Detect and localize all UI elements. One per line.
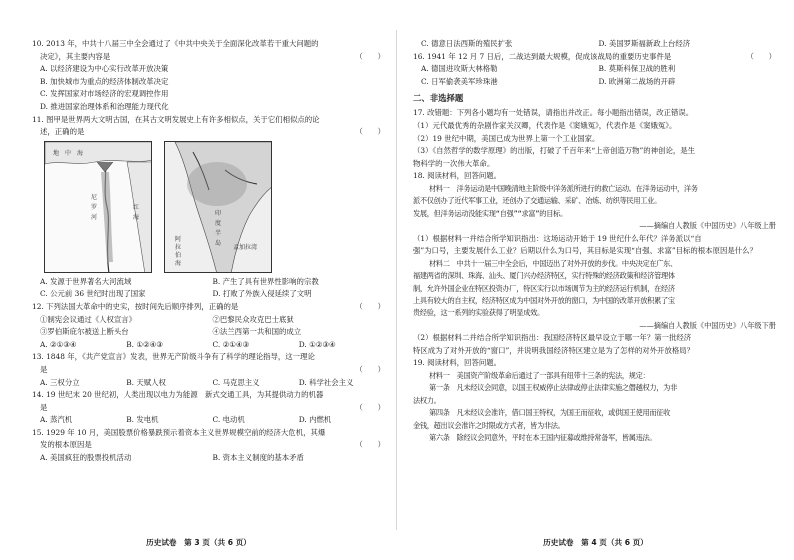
- q19-material-line4: 第四条 凡未经议会准许，借口国王特权，为国王而征收，或供国王使用而征收: [429, 408, 671, 418]
- q19-material-line3: 法权力。: [413, 395, 441, 405]
- q12-option-d: D. ①②③④: [298, 339, 336, 349]
- q19-material-line2: 第一条 凡未经议会同意，以国王权威停止法律或停止法律实施之僭越权力，为非: [429, 383, 677, 393]
- map-egypt-label-nile-3: 河: [91, 213, 98, 221]
- q18-source2: ——摘编自人教版《中国历史》八年级下册: [639, 320, 776, 330]
- question-16: [413, 51, 776, 89]
- q11-answer-paren: （ ）: [355, 127, 385, 137]
- q15-stem-line1: 15. 1929 年 10 月，美国股票价格暴跌预示着资本主义世界规模空前的经济大危机，其爆: [32, 427, 326, 437]
- q15-option-b: B. 资本主义制度的基本矛盾: [212, 453, 304, 463]
- map-egypt-label-nile-1: 尼: [91, 193, 98, 201]
- question-15: [32, 427, 385, 465]
- q13-option-c: C. 马克思主义: [212, 377, 260, 387]
- map-egypt-label-nile-2: 罗: [91, 203, 98, 211]
- q19-material-line5: 金钱，超出议会准许之时限或方式者，皆为非法。: [413, 420, 565, 430]
- q11-maps: [32, 141, 385, 273]
- map-india-label-9: 孟加拉湾: [233, 243, 258, 251]
- map-egypt-label-sea: 地 中 海: [53, 149, 84, 157]
- q12-option-a: A. ②①③④: [40, 339, 77, 349]
- q15-option-a: A. 美国疯狂的股票投机活动: [40, 453, 132, 463]
- q16-stem: 16. 1941 年 12 月 7 日后，二战达到最大规模，促成该战局的重要历史事件是: [413, 51, 672, 61]
- left-page-footer: 历史试卷 第 3 页（共 6 页）: [146, 538, 251, 547]
- q17-item-3: （3）《自然哲学的数学原理》的出版，打破了千百年来“上帝创造万物”的神创论，是生: [413, 146, 696, 156]
- q18-material1-line1: 材料一 洋务运动是中国晚清地主阶级中洋务派所进行的救亡运动。在洋务运动中，洋务: [429, 183, 698, 193]
- question-18: [413, 170, 776, 357]
- q12-option-b: B. ①②④③: [126, 339, 163, 349]
- q18-material2-line1: 材料二 中共十一届三中全会后，中国迈出了对外开放的步伐。中央决定在广东、: [429, 258, 677, 268]
- q14-option-d: D. 内燃机: [298, 415, 332, 425]
- q10-option-a: A. 以经济建设为中心实行改革开放决策: [40, 64, 169, 74]
- q10-option-d: D. 推进国家治理体系和治理能力现代化: [40, 101, 169, 111]
- q14-option-a: A. 蒸汽机: [40, 415, 73, 425]
- q10-option-b: B. 加快城市为重点的经济体制改革决定: [40, 76, 169, 86]
- map-india-label-8: 海: [175, 259, 182, 267]
- q18-stem: 18. 阅读材料，回答问题。: [413, 171, 502, 181]
- q13-stem-line2: 是: [40, 364, 48, 374]
- q16-answer-paren: （ ）: [746, 51, 776, 61]
- question-12: [32, 301, 385, 351]
- q18-ask2-line1: （2）根据材料二并结合所学知识指出：我国经济特区最早设立于哪一年？第一批经济: [413, 333, 692, 343]
- q12-item-3: ③罗伯斯庇尔被送上断头台: [40, 327, 129, 337]
- right-page-footer: 历史试卷 第 4 页（共 6 页）: [543, 538, 648, 547]
- q18-source1: ——摘编自人教版《中国历史》八年级上册: [639, 221, 776, 231]
- q11-stem-line1: 11. 图甲是世界两大文明古国，在其古文明发展史上有许多相似点，关于它们相似点的论: [32, 114, 320, 124]
- map-india-label-4: 岛: [215, 239, 222, 247]
- q18-material1-line3: 发展，但洋务运动没能实现“自强”“求富”的目标。: [413, 208, 567, 218]
- q18-ask1-line1: （1）根据材料一并结合所学知识指出：这场运动开始于 19 世纪什么年代？洋务派以“自: [413, 233, 702, 243]
- q12-stem: 12. 下列法国大革命中的史实，按时间先后顺序排列，正确的是: [32, 301, 239, 311]
- map-india-label-1: 印: [215, 209, 222, 217]
- q14-answer-paren: （ ）: [355, 402, 385, 412]
- q12-answer-paren: （ ）: [355, 301, 385, 311]
- q18-material2-line5: 贵经验，这一系列的实验获得了明显成效。: [413, 308, 544, 318]
- map-india-label-6: 拉: [175, 243, 182, 251]
- map-egypt-label-red-2: 海: [133, 213, 140, 221]
- q14-option-c: C. 电动机: [212, 415, 245, 425]
- question-13: [32, 351, 385, 389]
- q13-option-d: D. 科学社会主义: [298, 377, 354, 387]
- q11-option-d: D. 打败了外族入侵延续了文明: [212, 289, 312, 299]
- q14-stem-line2: 是: [40, 402, 48, 412]
- q11-stem-line2: 述，正确的是: [40, 127, 85, 137]
- q17-stem: 17. 改错题：下列各小题均有一处错误，请指出并改正。每小题指出错误，改正错误。: [413, 108, 694, 118]
- q15-option-d: D. 美国罗斯福新政上台经济: [598, 39, 691, 48]
- q19-material-line6: 第六条 除经议会同意外，平时在本王国内征募或维持常备军，皆属违法。: [429, 433, 657, 442]
- map-india: [164, 141, 272, 273]
- q17-item-1: （1）元代最优秀的杂剧作家关汉卿，代表作是《窦娥冤》，代表作是《窦娥冤》。: [413, 120, 677, 130]
- map-egypt: [44, 141, 152, 273]
- right-page: [397, 0, 794, 560]
- q15-stem-line2: 发的根本原因是: [40, 440, 92, 450]
- q12-item-1: ①制宪会议通过《人权宣言》: [40, 314, 137, 324]
- q12-item-2: ②巴黎民众攻克巴士底狱: [212, 314, 294, 324]
- q10-stem-line1: 10. 2013 年，中共十八届三中全会通过了《中共中央关于全面深化改革若干重大问题的: [32, 39, 319, 48]
- q13-option-a: A. 三权分立: [40, 377, 80, 387]
- map-india-label-3: 半: [215, 229, 222, 237]
- question-14: [32, 389, 385, 427]
- map-india-label-2: 度: [215, 219, 222, 227]
- q10-answer-paren: （ ）: [355, 51, 385, 61]
- question-11: [32, 114, 385, 301]
- question-19: [413, 357, 776, 444]
- q18-material1-line2: 派不仅创办了近代军事工业，还创办了交通运输、采矿、冶炼、纺织等民用工业。: [413, 196, 661, 206]
- q16-option-b: B. 莫斯科保卫战的胜利: [598, 64, 676, 74]
- q13-answer-paren: （ ）: [355, 364, 385, 374]
- q12-option-c: C. ②①④③: [212, 339, 250, 349]
- q18-material2-line3: 制，允许外国企业在特区投资办厂，特区实行以市场调节为主的经济运行机制，在经济: [413, 283, 675, 293]
- q11-option-b: B. 产生了具有世界性影响的宗教: [212, 276, 319, 286]
- q16-option-d: D. 欧洲第二战场的开辟: [598, 76, 676, 86]
- q11-option-c: C. 公元前 36 世纪时出现了国家: [40, 289, 146, 299]
- q18-material2-line2: 福建两省的深圳、珠海、汕头、厦门兴办经济特区，实行特殊的经济政策和经济管理体: [413, 271, 675, 281]
- q11-option-a: A. 发源于世界著名大河流域: [40, 276, 132, 286]
- q18-material2-line4: 上具有较大的自主权，经济特区成为中国对外开放的窗口，为中国的改革开放积累了宝: [413, 295, 675, 305]
- q10-option-c: C. 发挥国家对市场经济的宏观调控作用: [40, 89, 169, 99]
- map-india-label-7: 伯: [175, 251, 182, 259]
- q19-material-line1: 材料一 美国资产阶级革命后通过了一部具有纽带十三条的宪法，规定：: [429, 370, 650, 380]
- q15-answer-paren: （ ）: [355, 440, 385, 450]
- map-india-label-5: 阿: [175, 235, 182, 243]
- q16-option-a: A. 德国进攻斯大林格勒: [421, 64, 498, 74]
- q18-ask2-line2: 特区成为了对外开放的“窗口”，并说明我国经济特区建立是为了怎样的对外开放格局？: [413, 345, 695, 355]
- q16-option-c: C. 日军偷袭美军珍珠港: [421, 76, 498, 86]
- q19-stem: 19. 阅读材料，回答问题。: [413, 358, 502, 368]
- q14-stem-line1: 14. 19 世纪末 20 世纪初，人类出现以电力为能源 新式交通工具，为其提供动力的机器: [32, 390, 324, 400]
- map-egypt-label-red-1: 红: [133, 203, 140, 211]
- q17-item-2: （2）19 世纪中期，美国已成为世界上第一个工业国家。: [413, 133, 600, 143]
- q17-item-3-cont: 物科学的一次伟大革命。: [413, 158, 495, 168]
- section-2-heading: 二、非选择题: [413, 93, 464, 104]
- q12-item-4: ④法兰西第一共和国的成立: [212, 327, 302, 337]
- q13-stem-line1: 13. 1848 年，《共产党宣言》发表，世界无产阶级斗争有了科学的理论指导，这一理论: [32, 352, 315, 362]
- question-10: [32, 38, 385, 114]
- q18-ask1-line2: 强”为口号，主要发展什么工业？后期以什么为口号，其目标是实现“自强、求富”目标的根本原因是什么？: [413, 246, 757, 256]
- q14-option-b: B. 发电机: [126, 415, 159, 425]
- q15-option-c: C. 德意日法西斯的殖民扩张: [421, 39, 513, 48]
- question-17: [413, 107, 776, 170]
- q13-option-b: B. 天赋人权: [126, 377, 166, 387]
- q10-stem-line2: 决定》，其主要内容是: [40, 51, 111, 61]
